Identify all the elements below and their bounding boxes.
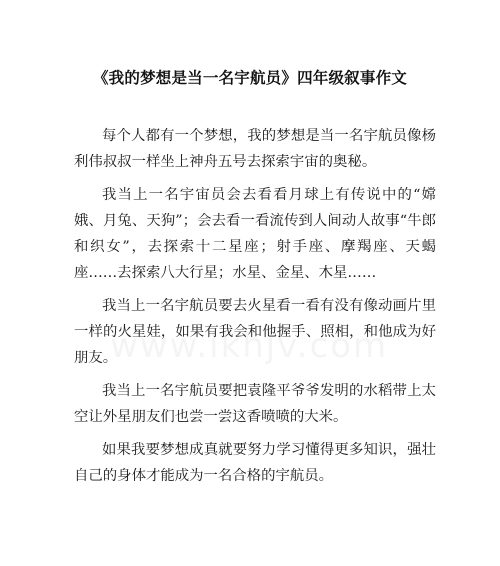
paragraph-4: 我当上一名宇航员要把袁隆平爷爷发明的水稻带上太空让外星朋友们也尝一尝这香喷喷的大米。 <box>74 383 436 425</box>
paragraph-5: 如果我要梦想成真就要努力学习懂得更多知识，强壮自己的身体才能成为一名合格的宇航员。 <box>74 442 436 484</box>
paragraph-3: 我当上一名宇航员要去火星看一看有没有像动画片里一样的火星娃，如果有我会和他握手、照相，和他成为好朋友。 <box>74 298 436 366</box>
paragraph-2: 我当上一名宇宙员会去看看月球上有传说中的“嫦娥、月兔、天狗”；会去看一看流传到人间动人故事“牛郎和织女”，去探索十二星座；射手座、摩羯座、天蝎座……去探索八大行星；水星、金星、木星…… <box>74 187 436 281</box>
essay-body <box>74 123 436 496</box>
document-title: 《我的梦想是当一名宇航员》四年级叙事作文 <box>92 69 407 87</box>
paragraph-1: 每个人都有一个梦想，我的梦想是当一名宇航员像杨利伟叔叔一样坐上神舟五号去探索宇宙的奥秘。 <box>74 128 436 170</box>
